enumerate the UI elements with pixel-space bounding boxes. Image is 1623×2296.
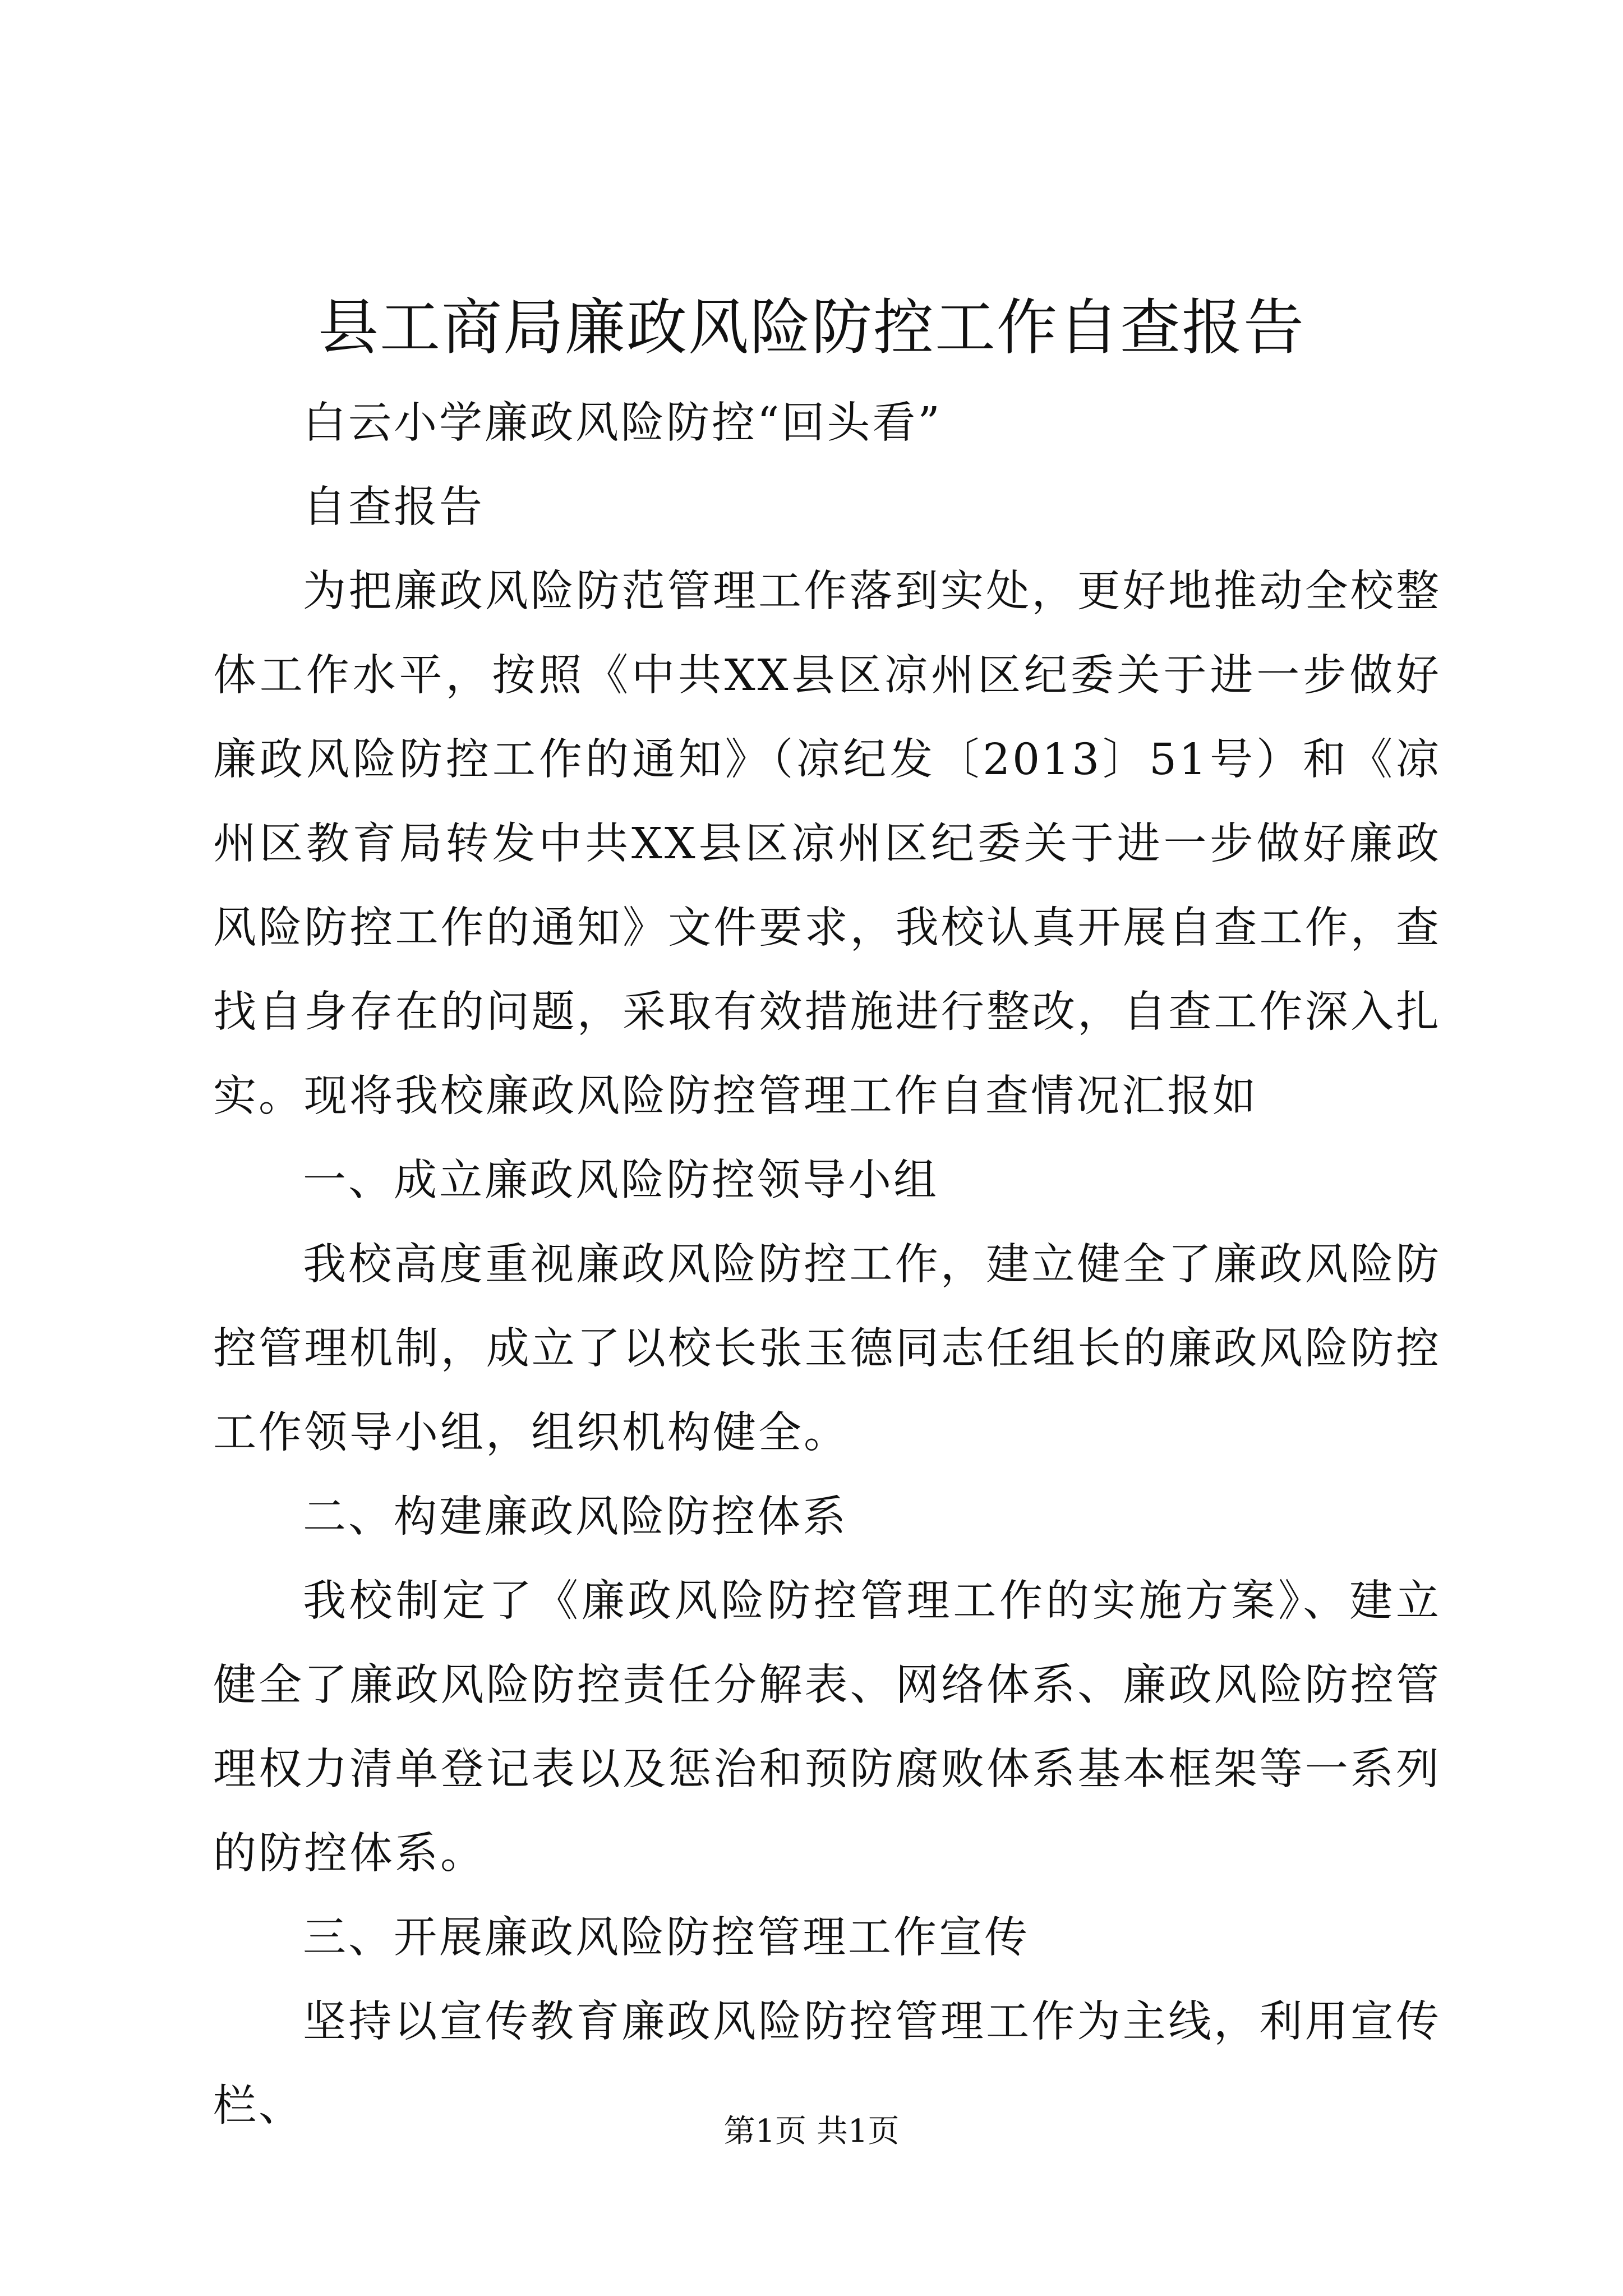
subtitle-line-1: 白云小学廉政风险防控“回头看” [303,398,942,448]
section-paragraph-2: 我校制定了《廉政风险防控管理工作的实施方案》、建立健全了廉政风险防控责任分解表、网络体系、廉政风险防控管理权力清单登记表以及惩治和预防腐败体系基本框架等一系列的防控体系。 [213,1576,1441,1879]
subtitle-line-2: 自查报告 [303,482,485,532]
intro-paragraph: 为把廉政风险防范管理工作落到实处，更好地推动全校整体工作水平，按照《中共XX县区凉州区纪委关于进一步做好廉政风险防控工作的通知》（凉纪发〔2013〕51号）和《凉州区教育局转发中共XX县区凉州区纪委关于进一步做好廉政风险防控工作的通知》文件要求，我校认真开展自查工作，查找自身存在的问题，采取有效措施进行整改，自查工作深入扎实。现将我校廉政风险防控管理工作自查情况汇报如 [213,567,1441,1121]
section-heading-3: 三、开展廉政风险防控管理工作宣传 [303,1913,1030,1963]
section-heading-2: 二、构建廉政风险防控体系 [303,1492,848,1542]
document-title: 县工商局廉政风险防控工作自查报告 [317,293,1305,363]
section-paragraph-1: 我校高度重视廉政风险防控工作，建立健全了廉政风险防控管理机制，成立了以校长张玉德同志任组长的廉政风险防控工作领导小组，组织机构健全。 [213,1240,1441,1458]
page-footer: 第1页 共1页 [723,2113,900,2150]
document-body [213,381,1441,2148]
section-paragraph-3: 坚持以宣传教育廉政风险防控管理工作为主线，利用宣传栏、 [213,1997,1441,2131]
section-heading-1: 一、成立廉政风险防控领导小组 [303,1156,939,1205]
